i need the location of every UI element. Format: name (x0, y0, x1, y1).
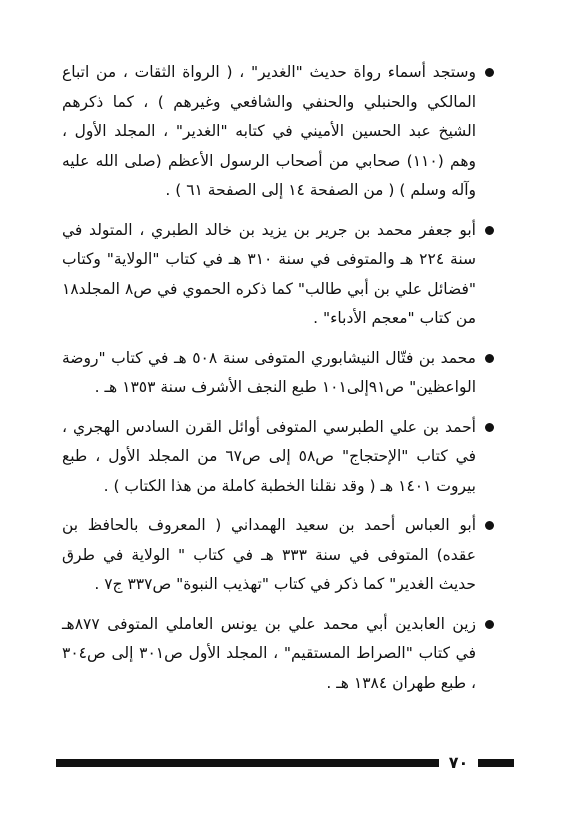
bullet-icon (485, 68, 494, 77)
bullet-icon (485, 521, 494, 530)
list-item-text: أحمد بن علي الطبرسي المتوفى أوائل القرن السادس الهجري ، في كتاب "الإحتجاج" ص٥٨ إلى ص٦٧ من المجلد الأول ، طبع بيروت ١٤٠١ هـ ( وقد نقلنا الخطبة كاملة من هذا الكتاب ) . (62, 417, 477, 495)
bullet-icon (485, 620, 494, 629)
list-item-text: أبو جعفر محمد بن جرير بن يزيد بن خالد الطبري ، المتولد في سنة ٢٢٤ هـ والمتوفى في سنة ٣١٠ هـ في كتاب "الولاية" وكتاب "فضائل علي بن أبي طالب" كما ذكره الحموي في ص٨ المجلد١٨ من كتاب "معجم الأدباء" . (62, 220, 476, 327)
list-item (62, 610, 494, 699)
list-item (62, 344, 494, 403)
bullet-icon (485, 354, 494, 363)
list-item-text: وستجد أسماء رواة حديث "الغدير" ، ( الرواة الثقات ، من اتباع المالكي والحنبلي والحنفي والشافعي وغيرهم ) ، كما ذكرهم الشيخ عبد الحسين الأميني في كتابه "الغدير" ، المجلد الأول ، وهم (١١٠) صحابي من أصحاب الرسول الأعظم (صلى الله عليه وآله وسلم ) ( من الصفحة ١٤ إلى الصفحة ٦١ ) . (62, 63, 476, 199)
list-item (62, 413, 494, 502)
list-item (62, 511, 494, 600)
page-body (62, 58, 494, 708)
footer-rule (56, 759, 439, 767)
page-number: ٧٠ (448, 753, 469, 772)
list-item (62, 216, 494, 334)
list-item-text: أبو العباس أحمد بن سعيد الهمداني ( المعروف بالحافظ بن عقده) المتوفى في سنة ٣٣٣ هـ في كتاب " الولاية في طرق حديث الغدير" كما ذكر في كتاب "تهذيب النبوة" ص٣٣٧ ج٧ . (62, 516, 476, 593)
list-item-text: زين العابدين أبي محمد علي بن يونس العاملي المتوفى ٨٧٧هـ في كتاب "الصراط المستقيم" ، المجلد الأول ص٣٠١ إلى ص٣٠٤ ، طبع طهران ١٣٨٤ هـ . (62, 614, 477, 692)
bullet-icon (485, 423, 494, 432)
list-item (62, 58, 494, 206)
footer-rule-right (478, 759, 514, 767)
list-item-text: محمد بن فتّال النيشابوري المتوفى سنة ٥٠٨ هـ في كتاب "روضة الواعظين" ص٩١إلى١٠١ طبع النجف الأشرف سنة ١٣٥٣ هـ . (62, 348, 476, 396)
bullet-icon (485, 226, 494, 235)
